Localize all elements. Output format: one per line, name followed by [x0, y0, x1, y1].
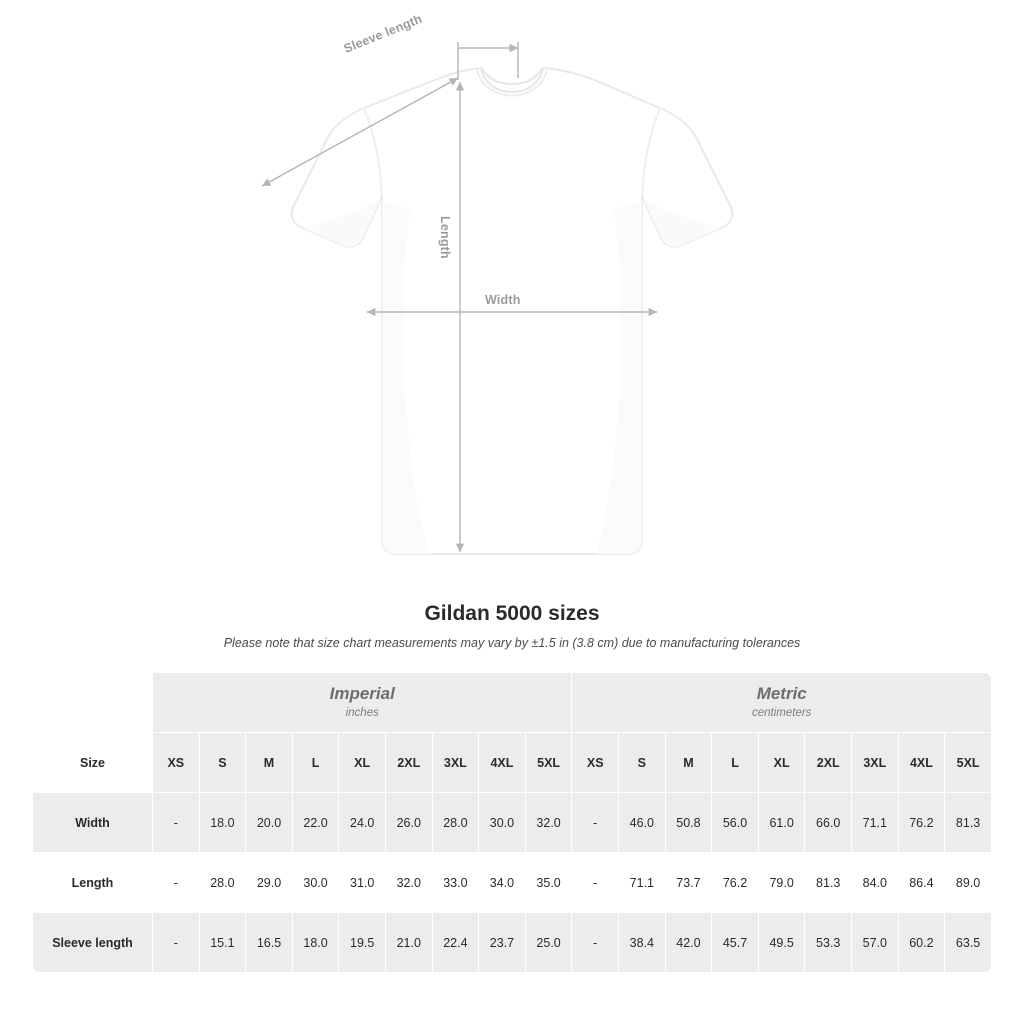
cell-sleeve-metric-l: 45.7 [712, 913, 759, 973]
cell-width-metric-xl: 61.0 [758, 793, 805, 853]
size-header-imperial-3xl: 3XL [432, 733, 479, 793]
cell-sleeve-imperial-m: 16.5 [246, 913, 293, 973]
cell-length-imperial-5xl: 35.0 [525, 853, 572, 913]
size-header-imperial-m: M [246, 733, 293, 793]
cell-width-imperial-4xl: 30.0 [479, 793, 526, 853]
cell-width-imperial-xl: 24.0 [339, 793, 386, 853]
cell-sleeve-metric-s: 38.4 [619, 913, 666, 973]
size-header-imperial-xl: XL [339, 733, 386, 793]
cell-sleeve-metric-4xl: 60.2 [898, 913, 945, 973]
cell-sleeve-metric-2xl: 53.3 [805, 913, 852, 973]
size-header-metric-s: S [619, 733, 666, 793]
cell-width-metric-xs: - [572, 793, 619, 853]
unit-header-metric [572, 673, 992, 733]
size-header-imperial-4xl: 4XL [479, 733, 526, 793]
table-row-length [33, 853, 992, 913]
size-header-row [33, 733, 992, 793]
size-chart-table [32, 672, 992, 973]
cell-length-imperial-s: 28.0 [199, 853, 246, 913]
cell-width-metric-m: 50.8 [665, 793, 712, 853]
cell-width-imperial-m: 20.0 [246, 793, 293, 853]
tolerance-note: Please note that size chart measurements may vary by ±1.5 in (3.8 cm) due to manufacturing tolerances [223, 636, 801, 650]
table-row-sleeve-length [33, 913, 992, 973]
cell-width-imperial-s: 18.0 [199, 793, 246, 853]
cell-length-metric-2xl: 81.3 [805, 853, 852, 913]
cell-width-metric-4xl: 76.2 [898, 793, 945, 853]
row-label-length: Length [33, 853, 153, 913]
size-header-imperial-2xl: 2XL [385, 733, 432, 793]
cell-length-metric-3xl: 84.0 [852, 853, 899, 913]
size-header-imperial-xs: XS [153, 733, 200, 793]
sleeve-length-label: Sleeve length [339, 11, 427, 57]
cell-sleeve-metric-m: 42.0 [665, 913, 712, 973]
cell-length-imperial-2xl: 32.0 [385, 853, 432, 913]
cell-width-metric-l: 56.0 [712, 793, 759, 853]
cell-sleeve-imperial-xl: 19.5 [339, 913, 386, 973]
cell-length-metric-5xl: 89.0 [945, 853, 992, 913]
cell-length-metric-l: 76.2 [712, 853, 759, 913]
size-header-metric-l: L [712, 733, 759, 793]
unit-header-row [33, 673, 992, 733]
cell-length-imperial-3xl: 33.0 [432, 853, 479, 913]
unit-name-metric: Metric [756, 684, 807, 704]
cell-sleeve-imperial-l: 18.0 [292, 913, 339, 973]
cell-length-imperial-xs: - [153, 853, 200, 913]
unit-header-imperial [153, 673, 572, 733]
unit-name-imperial: Imperial [329, 684, 395, 704]
cell-length-metric-4xl: 86.4 [898, 853, 945, 913]
tshirt-shape [292, 68, 732, 554]
size-header-metric-m: M [665, 733, 712, 793]
cell-sleeve-imperial-4xl: 23.7 [479, 913, 526, 973]
unit-sub-imperial: inches [345, 706, 379, 719]
title-block [0, 602, 1024, 650]
cell-sleeve-imperial-5xl: 25.0 [525, 913, 572, 973]
size-header-metric-2xl: 2XL [805, 733, 852, 793]
size-header-metric-3xl: 3XL [852, 733, 899, 793]
cell-width-metric-5xl: 81.3 [945, 793, 992, 853]
cell-length-imperial-l: 30.0 [292, 853, 339, 913]
table-row-width [33, 793, 992, 853]
cell-sleeve-metric-3xl: 57.0 [852, 913, 899, 973]
cell-width-imperial-3xl: 28.0 [432, 793, 479, 853]
size-header-metric-xs: XS [572, 733, 619, 793]
cell-sleeve-imperial-3xl: 22.4 [432, 913, 479, 973]
cell-length-metric-s: 71.1 [619, 853, 666, 913]
cell-width-imperial-2xl: 26.0 [385, 793, 432, 853]
size-header-imperial-l: L [292, 733, 339, 793]
cell-width-imperial-5xl: 32.0 [525, 793, 572, 853]
cell-width-metric-3xl: 71.1 [852, 793, 899, 853]
width-label: Width [482, 293, 524, 307]
size-header-label: Size [33, 733, 153, 793]
cell-width-imperial-l: 22.0 [292, 793, 339, 853]
cell-length-imperial-m: 29.0 [246, 853, 293, 913]
length-label: Length [438, 213, 452, 262]
cell-width-metric-2xl: 66.0 [805, 793, 852, 853]
cell-sleeve-metric-5xl: 63.5 [945, 913, 992, 973]
cell-sleeve-imperial-xs: - [153, 913, 200, 973]
cell-sleeve-metric-xs: - [572, 913, 619, 973]
size-header-imperial-s: S [199, 733, 246, 793]
page-title: Gildan 5000 sizes [424, 602, 600, 625]
cell-width-metric-s: 46.0 [619, 793, 666, 853]
corner-cell [33, 673, 153, 733]
unit-sub-metric: centimeters [752, 706, 812, 719]
cell-length-imperial-xl: 31.0 [339, 853, 386, 913]
size-chart-table-wrap [32, 672, 992, 973]
cell-sleeve-imperial-s: 15.1 [199, 913, 246, 973]
row-label-width: Width [33, 793, 153, 853]
cell-length-metric-m: 73.7 [665, 853, 712, 913]
cell-length-metric-xl: 79.0 [758, 853, 805, 913]
cell-length-metric-xs: - [572, 853, 619, 913]
cell-width-imperial-xs: - [153, 793, 200, 853]
cell-length-imperial-4xl: 34.0 [479, 853, 526, 913]
cell-sleeve-imperial-2xl: 21.0 [385, 913, 432, 973]
size-header-metric-4xl: 4XL [898, 733, 945, 793]
size-header-metric-5xl: 5XL [945, 733, 992, 793]
cell-sleeve-metric-xl: 49.5 [758, 913, 805, 973]
size-header-metric-xl: XL [758, 733, 805, 793]
row-label-sleeve-length: Sleeve length [33, 913, 153, 973]
size-header-imperial-5xl: 5XL [525, 733, 572, 793]
